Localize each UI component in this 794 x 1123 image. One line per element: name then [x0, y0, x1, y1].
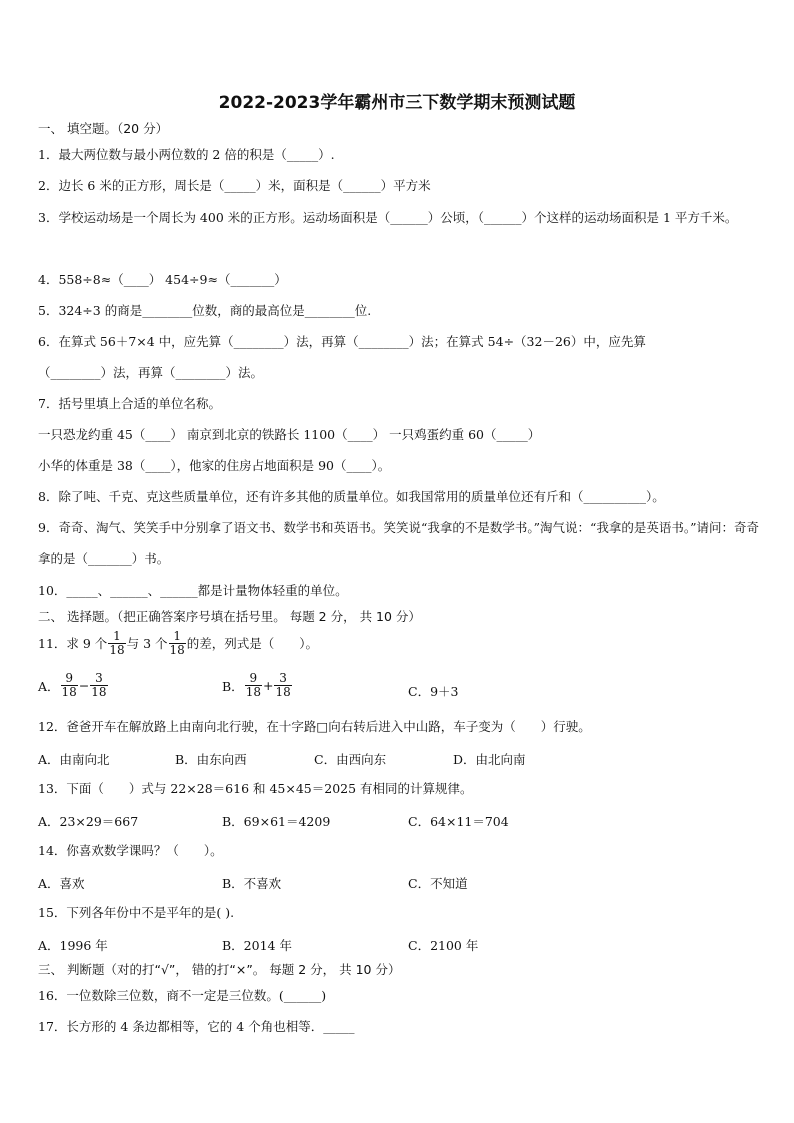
option-12-c: C．由西向东: [314, 752, 387, 767]
option-14-a: A．喜欢: [38, 876, 85, 891]
question-16: 16．一位数除三位数，商不一定是三位数。(______): [38, 988, 327, 1003]
page-title: 2022-2023学年霸州市三下数学期末预测试题: [218, 93, 576, 113]
option-11-c: C．9＋3: [408, 684, 459, 699]
option-13-a: A．23×29＝667: [38, 814, 139, 829]
question-4: 4．558÷8≈（____） 454÷9≈（_______）: [38, 272, 287, 287]
question-6: 6．在算式 56＋7×4 中，应先算（________）法，再算（________）法；在算式 54÷（32－26）中，应先算: [38, 334, 646, 349]
option-12-d: D．由北向南: [453, 752, 526, 767]
option-15-a: A．1996 年: [38, 938, 108, 953]
question-14: 14．你喜欢数学课吗？（ ）。: [38, 843, 223, 858]
question-10: 10．_____、______、______都是计量物体轻重的单位。: [38, 583, 348, 598]
question-2: 2．边长 6 米的正方形，周长是（_____）米，面积是（______）平方米: [38, 178, 431, 193]
question-15: 15．下列各年份中不是平年的是( ).: [38, 905, 235, 920]
question-6-continued: （________）法，再算（________）法。: [38, 365, 264, 380]
fraction-one-eighteenth: $\frac{1}{18}$: [169, 629, 185, 657]
question-7: 7．括号里填上合适的单位名称。: [38, 396, 221, 411]
question-9: 9．奇奇、淘气、笑笑手中分别拿了语文书、数学书和英语书。笑笑说“我拿的不是数学书。”淘气说：“我拿的是英语书。”请问：奇奇拿的是（_______）书。: [38, 520, 760, 566]
section-judge-header: 三、 判断题（对的打“√”， 错的打“×”。 每题 2 分， 共 10 分）: [38, 962, 401, 977]
question-7-row-b: 小华的体重是 38（____），他家的住房占地面积是 90（____）。: [38, 458, 391, 473]
question-5: 5．324÷3 的商是________位数，商的最高位是________位.: [38, 303, 372, 318]
question-11-suffix: 的差，列式是（ ）。: [186, 635, 319, 651]
section-choice-header: 二、 选择题。（把正确答案序号填在括号里。 每题 2 分， 共 10 分）: [38, 609, 421, 624]
option-12-a: A．由南向北: [38, 752, 110, 767]
question-8: 8．除了吨、千克、克这些质量单位，还有许多其他的质量单位。如我国常用的质量单位还有斤和（__________）。: [38, 489, 665, 504]
question-11-prefix: 11．求 9 个: [38, 635, 108, 651]
question-12: 12．爸爸开车在解放路上由南向北行驶，在十字路□向右转后进入中山路，车子变为（ ）行驶。: [38, 719, 591, 734]
question-1: 1．最大两位数与最小两位数的 2 倍的积是（_____）.: [38, 147, 335, 162]
option-11-a: A． $\frac{9}{18}$ − $\frac{3}{18}$: [38, 671, 107, 699]
question-7-row-a: 一只恐龙约重 45（____） 南京到北京的铁路长 1100（____） 一只鸡蛋约重 60（_____）: [38, 427, 541, 442]
option-15-c: C．2100 年: [408, 938, 479, 953]
question-11-middle: 与 3 个: [126, 635, 168, 651]
question-13: 13．下面（ ）式与 22×28＝616 和 45×45＝2025 有相同的计算规律。: [38, 781, 473, 796]
option-11-b: B． $\frac{9}{18}$ + $\frac{3}{18}$: [222, 671, 291, 699]
option-14-c: C．不知道: [408, 876, 468, 891]
section-fill-in-header: 一、 填空题。（20 分）: [38, 121, 169, 136]
question-11: [38, 630, 768, 657]
question-3: 3．学校运动场是一个周长为 400 米的正方形。运动场面积是（______）公顷，（______）个这样的运动场面积是 1 平方千米。: [38, 210, 738, 225]
fraction-one-eighteenth: $\frac{1}{18}$: [109, 629, 125, 657]
option-14-b: B．不喜欢: [222, 876, 282, 891]
option-13-b: B．69×61＝4209: [222, 814, 331, 829]
option-15-b: B．2014 年: [222, 938, 292, 953]
option-12-b: B．由东向西: [175, 752, 247, 767]
question-17: 17．长方形的 4 条边都相等，它的 4 个角也相等．_____: [38, 1019, 355, 1034]
option-13-c: C．64×11＝704: [408, 814, 509, 829]
